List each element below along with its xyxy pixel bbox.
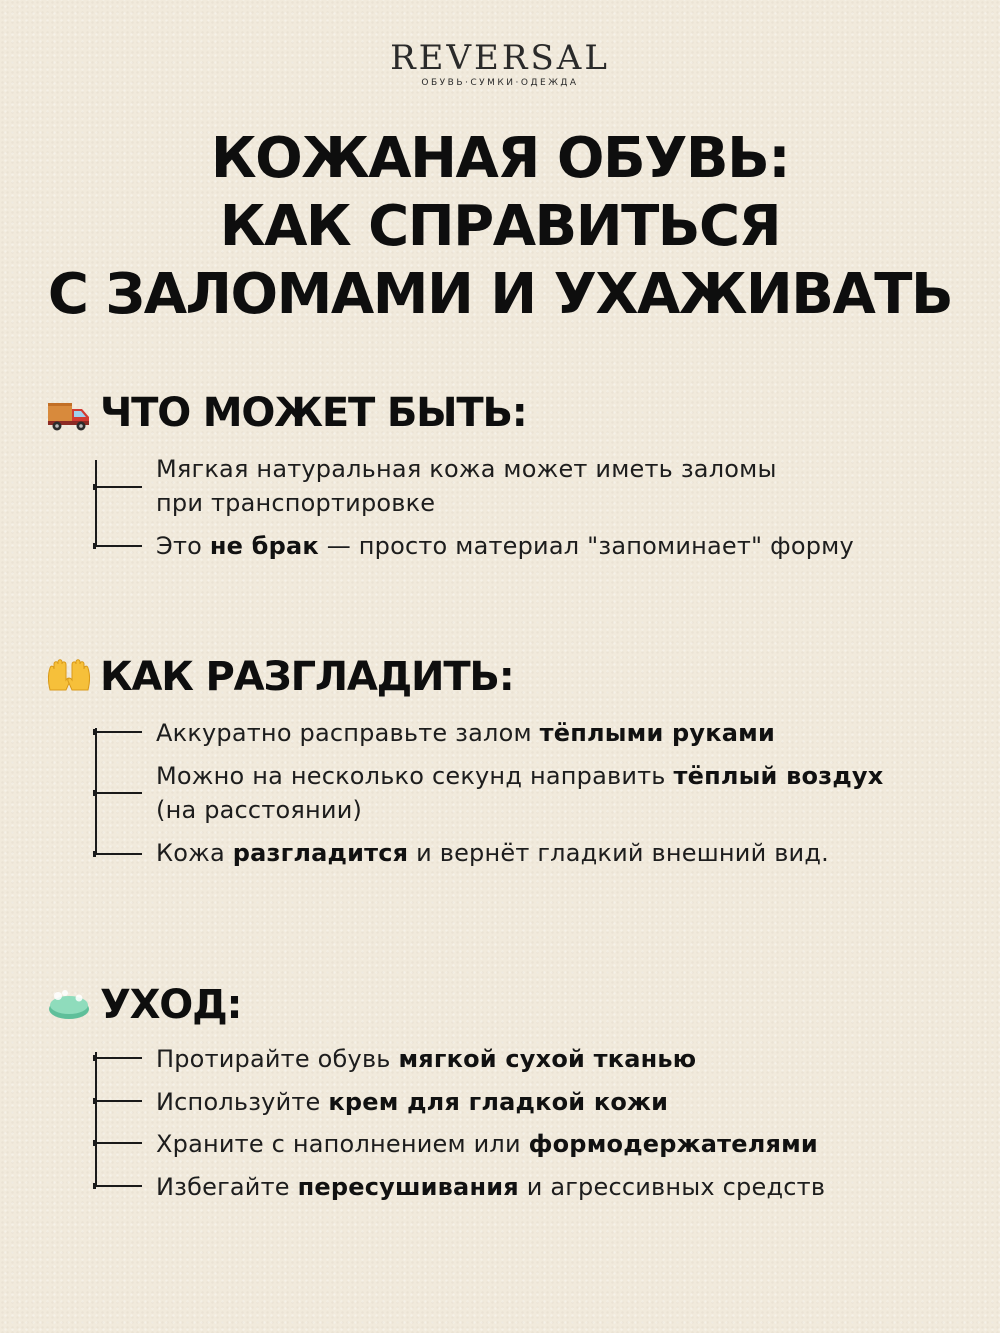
list-item: Избегайте пересушивания и агрессивных средств [156, 1173, 826, 1201]
tree-branch [95, 792, 142, 794]
tree-branch [95, 545, 142, 547]
list-item: Аккуратно расправьте залом тёплыми руками [156, 719, 775, 747]
tree-line [95, 460, 97, 546]
soap-icon [46, 984, 92, 1024]
list-item: Храните с наполнением или формодержателями [156, 1130, 818, 1158]
page-title-line-2: КАК СПРАВИТЬСЯ [219, 194, 781, 259]
list-item: Используйте крем для гладкой кожи [156, 1088, 669, 1116]
tree-branch [95, 853, 142, 855]
page-title-line-3: С ЗАЛОМАМИ И УХАЖИВАТЬ [47, 262, 953, 327]
raised-hands-icon [46, 656, 92, 696]
list-item: Это не брак — просто материал "запоминает" форму [156, 532, 854, 560]
tree-branch [95, 1142, 142, 1144]
tree-branch [95, 1100, 142, 1102]
list-item: Кожа разгладится и вернёт гладкий внешний вид. [156, 839, 829, 867]
tree-branch [95, 1185, 142, 1187]
delivery-truck-icon [46, 394, 92, 434]
list-item: Мягкая натуральная кожа может иметь заломы при транспортировке [156, 455, 777, 517]
section-heading-care: УХОД: [100, 982, 242, 1028]
list-item: Протирайте обувь мягкой сухой тканью [156, 1045, 697, 1073]
section-heading-how-to-smooth: КАК РАЗГЛАДИТЬ: [100, 654, 514, 700]
brand-tagline: ОБУВЬ·СУМКИ·ОДЕЖДА [421, 78, 579, 88]
tree-branch [95, 731, 142, 733]
brand-logo: REVERSAL [390, 38, 610, 78]
tree-branch [95, 486, 142, 488]
list-item: Можно на несколько секунд направить тёплый воздух (на расстоянии) [156, 762, 884, 824]
tree-branch [95, 1057, 142, 1059]
section-heading-what-can-be: ЧТО МОЖЕТ БЫТЬ: [100, 390, 527, 436]
tree-line [95, 1052, 97, 1186]
page-title-line-1: КОЖАНАЯ ОБУВЬ: [210, 126, 790, 191]
